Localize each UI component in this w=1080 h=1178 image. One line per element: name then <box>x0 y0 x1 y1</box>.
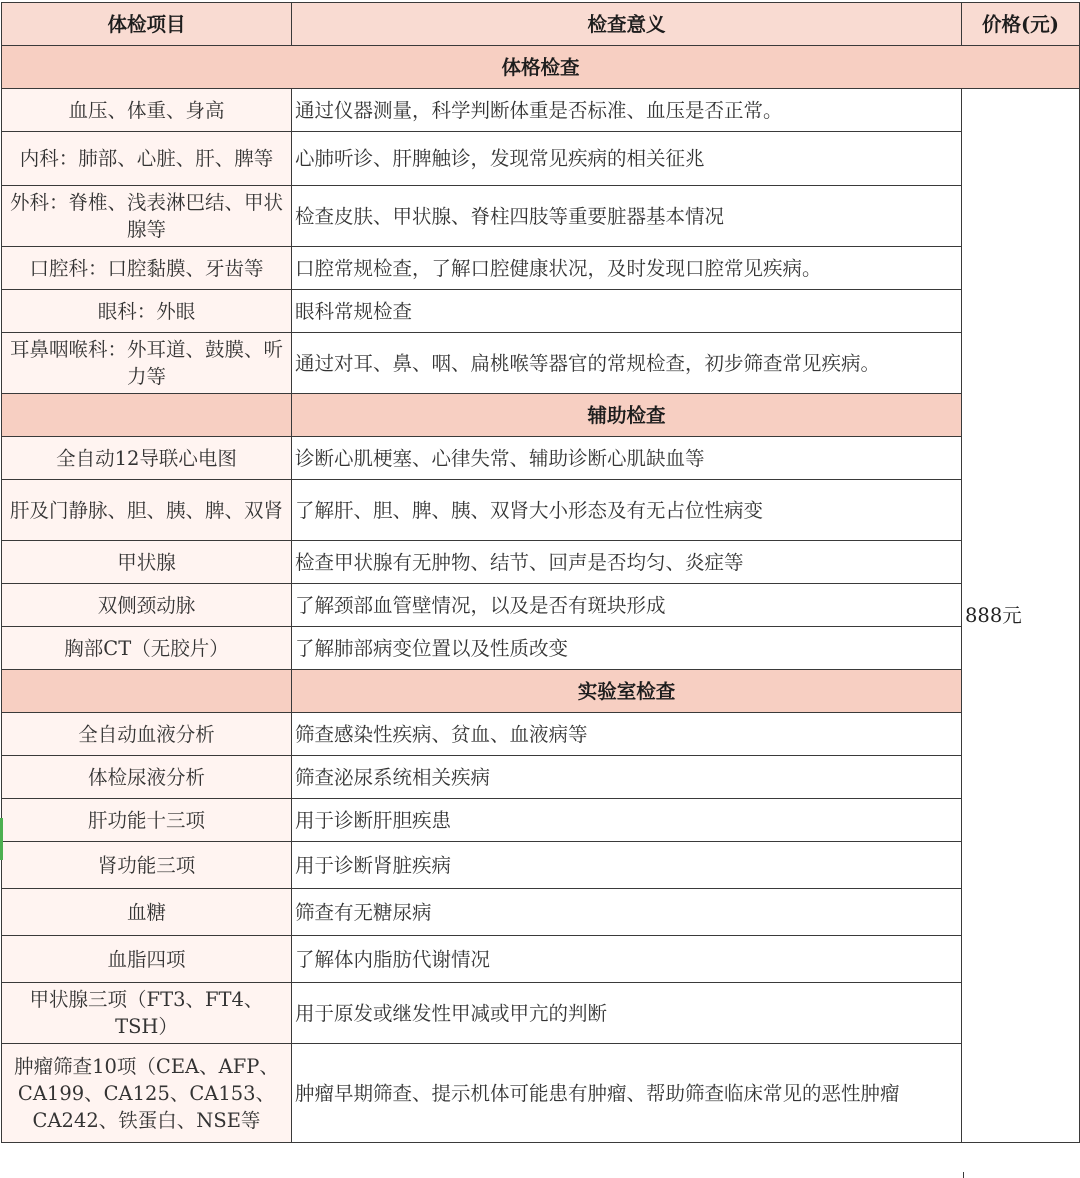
desc-cell[interactable]: 筛查有无糖尿病 <box>292 889 962 936</box>
table-row <box>2 983 1080 1044</box>
header-item[interactable]: 体检项目 <box>2 3 292 46</box>
item-cell[interactable]: 体检尿液分析 <box>2 756 292 799</box>
item-cell[interactable]: 胸部CT（无胶片） <box>2 627 292 670</box>
desc-cell[interactable]: 了解肺部病变位置以及性质改变 <box>292 627 962 670</box>
item-cell[interactable]: 内科：肺部、心脏、肝、脾等 <box>2 132 292 186</box>
item-cell[interactable]: 全自动12导联心电图 <box>2 437 292 480</box>
table-row <box>2 936 1080 983</box>
desc-cell[interactable]: 检查甲状腺有无肿物、结节、回声是否均匀、炎症等 <box>292 541 962 584</box>
section-blank-cell <box>2 670 292 713</box>
price-cell[interactable]: 888元 <box>962 89 1080 1143</box>
desc-cell[interactable]: 用于诊断肝胆疾患 <box>292 799 962 842</box>
item-cell[interactable]: 肾功能三项 <box>2 842 292 889</box>
table-row <box>2 89 1080 132</box>
section-row <box>2 670 1080 713</box>
item-cell[interactable]: 甲状腺三项（FT3、FT4、TSH） <box>2 983 292 1044</box>
desc-cell[interactable]: 口腔常规检查，了解口腔健康状况，及时发现口腔常见疾病。 <box>292 247 962 290</box>
item-cell[interactable]: 肝功能十三项 <box>2 799 292 842</box>
table-row <box>2 541 1080 584</box>
header-row <box>2 3 1080 46</box>
desc-cell[interactable]: 了解肝、胆、脾、胰、双肾大小形态及有无占位性病变 <box>292 480 962 541</box>
table-row <box>2 480 1080 541</box>
item-cell[interactable]: 耳鼻咽喉科：外耳道、鼓膜、听力等 <box>2 333 292 394</box>
item-cell[interactable]: 眼科：外眼 <box>2 290 292 333</box>
desc-cell[interactable]: 了解体内脂肪代谢情况 <box>292 936 962 983</box>
item-cell[interactable]: 血糖 <box>2 889 292 936</box>
desc-cell[interactable]: 眼科常规检查 <box>292 290 962 333</box>
section-blank-cell <box>2 394 292 437</box>
table-row <box>2 713 1080 756</box>
section-row <box>2 394 1080 437</box>
desc-cell[interactable]: 心肺听诊、肝脾触诊，发现常见疾病的相关征兆 <box>292 132 962 186</box>
table-row <box>2 842 1080 889</box>
item-cell[interactable]: 肝及门静脉、胆、胰、脾、双肾 <box>2 480 292 541</box>
table-row <box>2 584 1080 627</box>
table-row <box>2 186 1080 247</box>
item-cell[interactable]: 甲状腺 <box>2 541 292 584</box>
section-title[interactable]: 体格检查 <box>2 46 1080 89</box>
column-border-tail <box>963 1172 964 1178</box>
section-title[interactable]: 实验室检查 <box>292 670 962 713</box>
desc-cell[interactable]: 通过仪器测量，科学判断体重是否标准、血压是否正常。 <box>292 89 962 132</box>
item-cell[interactable]: 双侧颈动脉 <box>2 584 292 627</box>
header-price[interactable]: 价格(元) <box>962 3 1080 46</box>
selected-row-marker <box>0 818 3 860</box>
header-meaning[interactable]: 检查意义 <box>292 3 962 46</box>
desc-cell[interactable]: 用于诊断肾脏疾病 <box>292 842 962 889</box>
health-checkup-table <box>1 2 1080 1143</box>
table-row <box>2 132 1080 186</box>
table-row <box>2 889 1080 936</box>
section-row <box>2 46 1080 89</box>
table-row <box>2 437 1080 480</box>
table-row <box>2 1044 1080 1143</box>
table-row <box>2 627 1080 670</box>
table-row <box>2 799 1080 842</box>
desc-cell[interactable]: 用于原发或继发性甲减或甲亢的判断 <box>292 983 962 1044</box>
table-row <box>2 756 1080 799</box>
desc-cell[interactable]: 筛查泌尿系统相关疾病 <box>292 756 962 799</box>
section-title[interactable]: 辅助检查 <box>292 394 962 437</box>
desc-cell[interactable]: 通过对耳、鼻、咽、扁桃喉等器官的常规检查，初步筛查常见疾病。 <box>292 333 962 394</box>
item-cell[interactable]: 血压、体重、身高 <box>2 89 292 132</box>
item-cell[interactable]: 血脂四项 <box>2 936 292 983</box>
table-row <box>2 333 1080 394</box>
desc-cell[interactable]: 检查皮肤、甲状腺、脊柱四肢等重要脏器基本情况 <box>292 186 962 247</box>
desc-cell[interactable]: 了解颈部血管壁情况，以及是否有斑块形成 <box>292 584 962 627</box>
table-row <box>2 290 1080 333</box>
item-cell[interactable]: 外科：脊椎、浅表淋巴结、甲状腺等 <box>2 186 292 247</box>
item-cell[interactable]: 全自动血液分析 <box>2 713 292 756</box>
table-row <box>2 247 1080 290</box>
desc-cell[interactable]: 筛查感染性疾病、贫血、血液病等 <box>292 713 962 756</box>
desc-cell[interactable]: 诊断心肌梗塞、心律失常、辅助诊断心肌缺血等 <box>292 437 962 480</box>
item-cell[interactable]: 肿瘤筛查10项（CEA、AFP、CA199、CA125、CA153、CA242、铁蛋白、NSE等 <box>2 1044 292 1143</box>
item-cell[interactable]: 口腔科：口腔黏膜、牙齿等 <box>2 247 292 290</box>
desc-cell[interactable]: 肿瘤早期筛查、提示机体可能患有肿瘤、帮助筛查临床常见的恶性肿瘤 <box>292 1044 962 1143</box>
